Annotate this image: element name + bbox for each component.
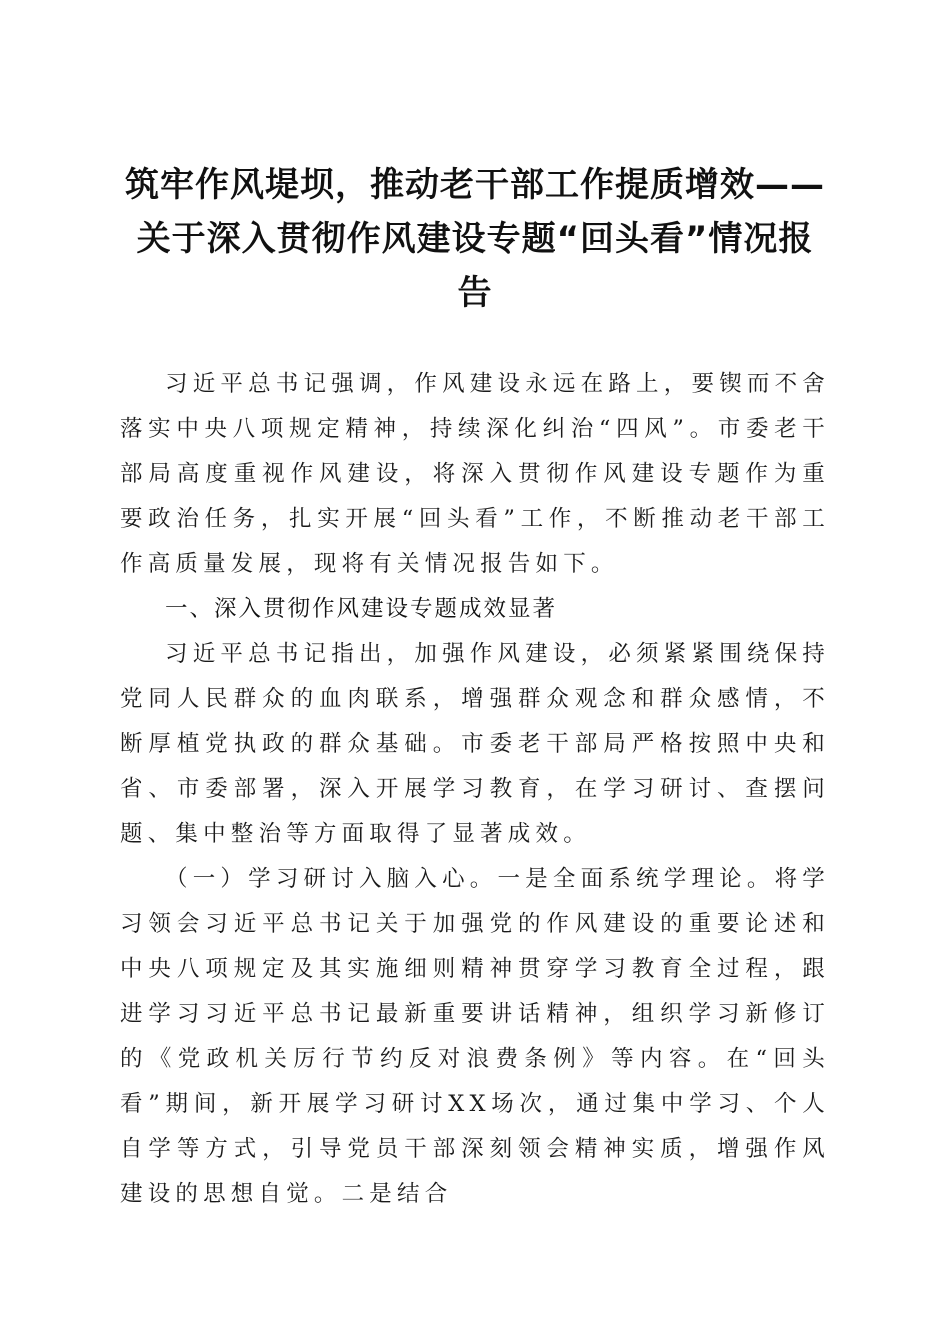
subsection-1-paragraph: （一）学习研讨入脑入心。一是全面系统学理论。将学习领会习近平总书记关于加强党的作风建设的重要论述和中央八项规定及其实施细则精神贯穿学习教育全过程，跟进学习习近平总书记最新重要讲话精神，组织学习新修订的《党政机关厉行节约反对浪费条例》等内容。在“回头看”期间，新开展学习研讨XX场次，通过集中学习、个人自学等方式，引导党员干部深刻领会精神实质，增强作风建设的思想自觉。二是结合: [120, 866, 830, 1207]
section-heading-1: 一、深入贯彻作风建设专题成效显著: [165, 596, 558, 622]
section-1-paragraph: 习近平总书记指出，加强作风建设，必须紧紧围绕保持党同人民群众的血肉联系，增强群众观念和群众感情，不断厚植党执政的群众基础。市委老干部局严格按照中央和省、市委部署，深入开展学习教育，在学习研讨、查摆问题、集中整治等方面取得了显著成效。: [120, 641, 830, 847]
document-title: [110, 158, 840, 320]
intro-paragraph: 习近平总书记强调，作风建设永远在路上，要锲而不舍落实中央八项规定精神，持续深化纠治“四风”。市委老干部局高度重视作风建设，将深入贯彻作风建设专题作为重要政治任务，扎实开展“回头看”工作，不断推动老干部工作高质量发展，现将有关情况报告如下。: [120, 371, 830, 577]
title-line-1: 筑牢作风堤坝，推动老干部工作提质增效——: [125, 165, 825, 205]
document-body: [120, 362, 830, 1217]
title-line-2: 关于深入贯彻作风建设专题“回头看”情况报: [136, 219, 814, 259]
title-line-3: 告: [457, 273, 493, 313]
